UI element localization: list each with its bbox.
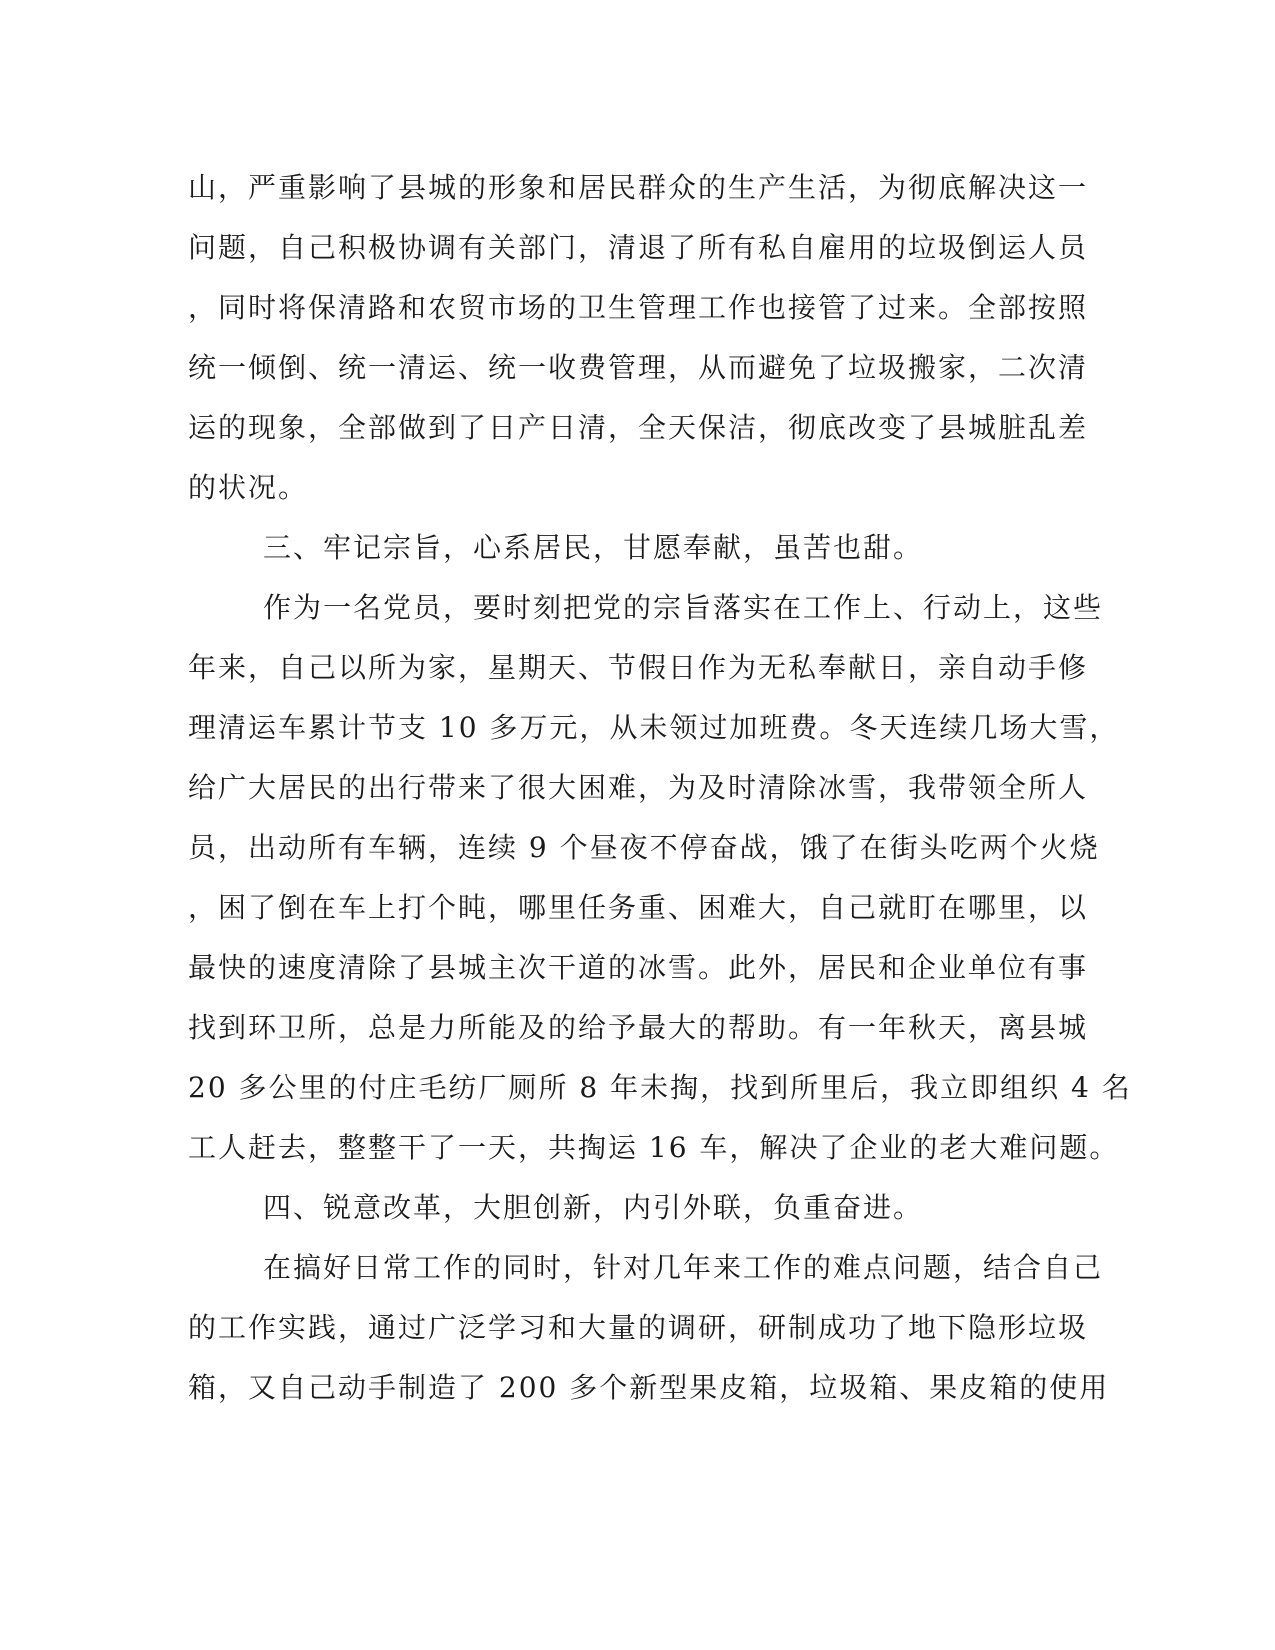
text-line: 工人赶去，整整干了一天，共掏运 16 车，解决了企业的老大难问题。	[188, 1131, 1120, 1164]
text-line: 作为一名党员，要时刻把党的宗旨落实在工作上、行动上，这些	[263, 591, 1104, 624]
text-line: 的状况。	[188, 471, 309, 504]
text-line: 20 多公里的付庄毛纺厂厕所 8 年未掏，找到所里后，我立即组织 4 名	[188, 1071, 1132, 1104]
body-text	[188, 158, 1132, 1418]
text-line: 箱，又自己动手制造了 200 多个新型果皮箱，垃圾箱、果皮箱的使用	[188, 1371, 1110, 1404]
text-line: 年来，自己以所为家，星期天、节假日作为无私奉献日，亲自动手修	[188, 651, 1089, 684]
text-line: 山，严重影响了县城的形象和居民群众的生产生活，为彻底解决这一	[188, 171, 1089, 204]
section-heading-4: 四、锐意改革，大胆创新，内引外联，负重奋进。	[263, 1191, 924, 1224]
text-line: ，同时将保清路和农贸市场的卫生管理工作也接管了过来。全部按照	[188, 291, 1089, 324]
text-line: 找到环卫所，总是力所能及的给予最大的帮助。有一年秋天，离县城	[188, 1011, 1089, 1044]
text-line: ，困了倒在车上打个盹，哪里任务重、困难大，自己就盯在哪里，以	[188, 891, 1089, 924]
text-line: 给广大居民的出行带来了很大困难，为及时清除冰雪，我带领全所人	[188, 771, 1089, 804]
text-line: 员，出动所有车辆，连续 9 个昼夜不停奋战，饿了在街头吃两个火烧	[188, 831, 1100, 864]
text-line: 最快的速度清除了县城主次干道的冰雪。此外，居民和企业单位有事	[188, 951, 1089, 984]
text-line: 运的现象，全部做到了日产日清，全天保洁，彻底改变了县城脏乱差	[188, 411, 1089, 444]
text-line: 问题，自己积极协调有关部门，清退了所有私自雇用的垃圾倒运人员	[188, 231, 1089, 264]
text-line: 统一倾倒、统一清运、统一收费管理，从而避免了垃圾搬家，二次清	[188, 351, 1089, 384]
text-line: 在搞好日常工作的同时，针对几年来工作的难点问题，结合自己	[263, 1251, 1104, 1284]
section-heading-3: 三、牢记宗旨，心系居民，甘愿奉献，虽苦也甜。	[263, 531, 924, 564]
text-line: 理清运车累计节支 10 多万元，从未领过加班费。冬天连续几场大雪，	[188, 711, 1120, 744]
text-line: 的工作实践，通过广泛学习和大量的调研，研制成功了地下隐形垃圾	[188, 1311, 1089, 1344]
